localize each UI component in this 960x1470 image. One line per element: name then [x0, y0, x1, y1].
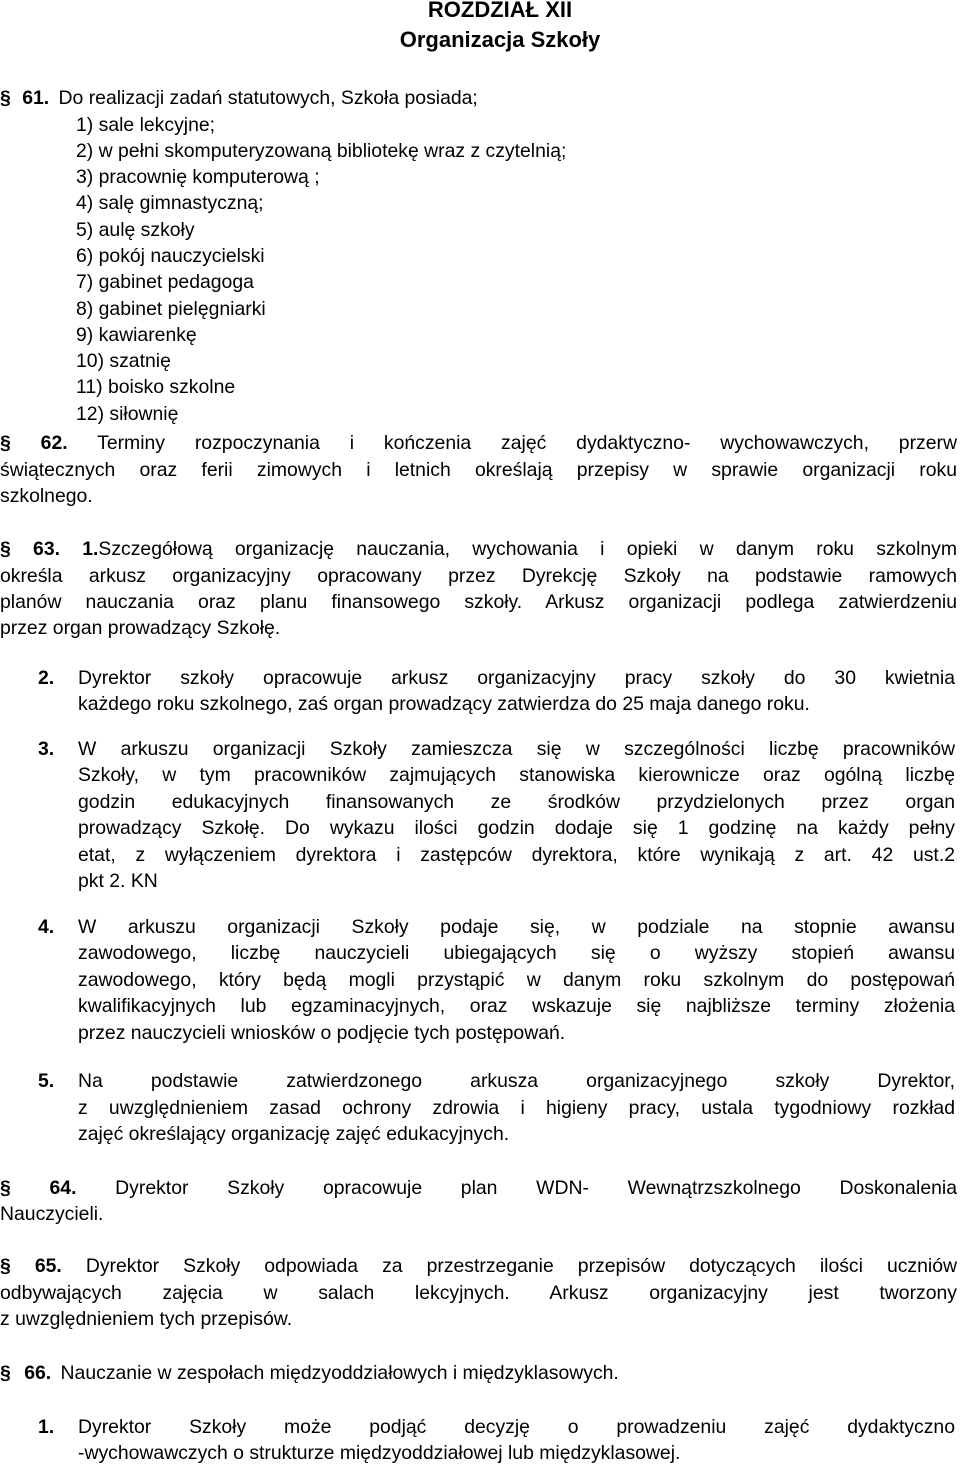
point-1-line-1: Dyrektor Szkoły może podjąć decyzję o prowadzeniu zajęć dydaktyczno: [78, 1416, 955, 1438]
section-sign: §: [0, 538, 11, 560]
point-number: 5.: [38, 1070, 55, 1092]
chapter-subheading: Organizacja Szkoły: [399, 27, 601, 52]
point-3-line-2: Szkoły, w tym pracowników zajmujących stanowiska kierownicze oraz ogólną liczbę: [78, 764, 955, 786]
paragraph-text: Terminy rozpoczynania i kończenia zajęć dydaktyczno- wychowawczych, przerw: [97, 432, 957, 454]
list-item: 9) kawiarenkę: [76, 324, 197, 346]
point-number: 3.: [38, 738, 55, 760]
point-2-line-1: Dyrektor szkoły opracowuje arkusz organizacyjny pracy szkoły do 30 kwietnia: [78, 667, 955, 689]
point-number: 4.: [38, 916, 55, 938]
point-4-line-2: zawodowego, liczbę nauczycieli ubiegających się o wyższy stopień awansu: [78, 942, 955, 964]
list-item: 4) salę gimnastyczną;: [76, 192, 264, 214]
list-item: 10) szatnię: [76, 350, 171, 372]
paragraph-text: Dyrektor Szkoły odpowiada za przestrzeganie przepisów dotyczących ilości uczniów: [85, 1255, 957, 1277]
list-item: 12) siłownię: [76, 403, 179, 425]
paragraph-62-line-1: [0, 430, 957, 456]
list-item: 6) pokój nauczycielski: [76, 245, 265, 267]
paragraph-62-line-3: szkolnego.: [0, 485, 93, 507]
paragraph-63-line-2: określa arkusz organizacyjny opracowany przez Dyrekcję Szkoły na podstawie ramowych: [0, 565, 957, 587]
point-text: Szczegółową organizację nauczania, wychowania i opieki w danym roku szkolnym: [98, 538, 958, 560]
point-5-line-3: zajęć określający organizację zajęć edukacyjnych.: [78, 1123, 510, 1145]
paragraph-number: 65.: [34, 1255, 62, 1277]
section-sign: §: [0, 432, 11, 454]
section-sign: §: [0, 1362, 11, 1384]
point-3-line-6: pkt 2. KN: [78, 870, 158, 892]
chapter-heading: ROZDZIAŁ XII: [427, 0, 573, 22]
paragraph-text: Nauczanie w zespołach międzyoddziałowych i międzyklasowych.: [60, 1362, 619, 1384]
paragraph-63-line-1: [0, 536, 957, 562]
paragraph-65-line-2: odbywających zajęcia w salach lekcyjnych. Arkusz organizacyjny jest tworzony: [0, 1282, 957, 1304]
paragraph-66-line-1: [0, 1360, 619, 1386]
paragraph-64-line-1: [0, 1175, 957, 1201]
section-sign: §: [0, 1255, 11, 1277]
point-3-line-4: prowadzący Szkołę. Do wykazu ilości godzin dodaje się 1 godzinę na każdy pełny: [78, 817, 955, 839]
list-item: 3) pracownię komputerową ;: [76, 166, 320, 188]
point-4-line-3: zawodowego, który będą mogli przystąpić w danym roku szkolnym do postępowań: [78, 969, 955, 991]
list-item: 5) aulę szkoły: [76, 219, 195, 241]
list-item: 8) gabinet pielęgniarki: [76, 298, 266, 320]
paragraph-65-line-1: [0, 1253, 957, 1279]
paragraph-number: 61.: [22, 87, 50, 109]
paragraph-text: Dyrektor Szkoły opracowuje plan WDN- Wewnątrzszkolnego Doskonalenia: [115, 1177, 957, 1199]
point-number: 2.: [38, 667, 55, 689]
section-sign: §: [0, 1177, 11, 1199]
point-number: 1.: [82, 538, 99, 560]
point-1-line-2: -wychowawczych o strukturze międzyoddziałowej lub międzyklasowej.: [78, 1442, 681, 1464]
point-5-line-2: z uwzględnieniem zasad ochrony zdrowia i higieny pracy, ustala tygodniowy rozkład: [78, 1097, 955, 1119]
point-4-line-5: przez nauczycieli wniosków o podjęcie tych postępowań.: [78, 1022, 566, 1044]
paragraph-number: 66.: [24, 1362, 52, 1384]
paragraph-63-line-3: planów nauczania oraz planu finansowego szkoły. Arkusz organizacji podlega zatwierdzeniu: [0, 591, 957, 613]
list-item: 11) boisko szkolne: [76, 376, 236, 398]
paragraph-number: 63.: [33, 538, 60, 560]
paragraph-61-header: [0, 85, 478, 111]
paragraph-text: Do realizacji zadań statutowych, Szkoła posiada;: [58, 87, 478, 109]
section-sign: §: [0, 87, 11, 109]
list-item: 7) gabinet pedagoga: [76, 271, 254, 293]
point-4-line-1: W arkuszu organizacji Szkoły podaje się, w podziale na stopnie awansu: [78, 916, 955, 938]
paragraph-number: 64.: [49, 1177, 77, 1199]
paragraph-62-line-2: świątecznych oraz ferii zimowych i letnich określają przepisy w sprawie organizacji roku: [0, 459, 957, 481]
paragraph-number: 62.: [40, 432, 68, 454]
paragraph-64-line-2: Nauczycieli.: [0, 1203, 104, 1225]
paragraph-63-line-4: przez organ prowadzący Szkołę.: [0, 617, 281, 639]
point-2-line-2: każdego roku szkolnego, zaś organ prowadzący zatwierdza do 25 maja danego roku.: [78, 693, 810, 715]
list-item: 2) w pełni skomputeryzowaną bibliotekę wraz z czytelnią;: [76, 140, 567, 162]
point-5-line-1: Na podstawie zatwierdzonego arkusza organizacyjnego szkoły Dyrektor,: [78, 1070, 955, 1092]
point-3-line-3: godzin edukacyjnych finansowanych ze środków przydzielonych przez organ: [78, 791, 955, 813]
point-3-line-5: etat, z wyłączeniem dyrektora i zastępców dyrektora, które wynikają z art. 42 ust.2: [78, 844, 955, 866]
point-3-line-1: W arkuszu organizacji Szkoły zamieszcza się w szczególności liczbę pracowników: [78, 738, 955, 760]
point-4-line-4: kwalifikacyjnych lub egzaminacyjnych, oraz wskazuje się najbliższe terminy złożenia: [78, 995, 955, 1017]
paragraph-65-line-3: z uwzględnieniem tych przepisów.: [0, 1308, 293, 1330]
list-item: 1) sale lekcyjne;: [76, 114, 216, 136]
point-number: 1.: [38, 1416, 55, 1438]
